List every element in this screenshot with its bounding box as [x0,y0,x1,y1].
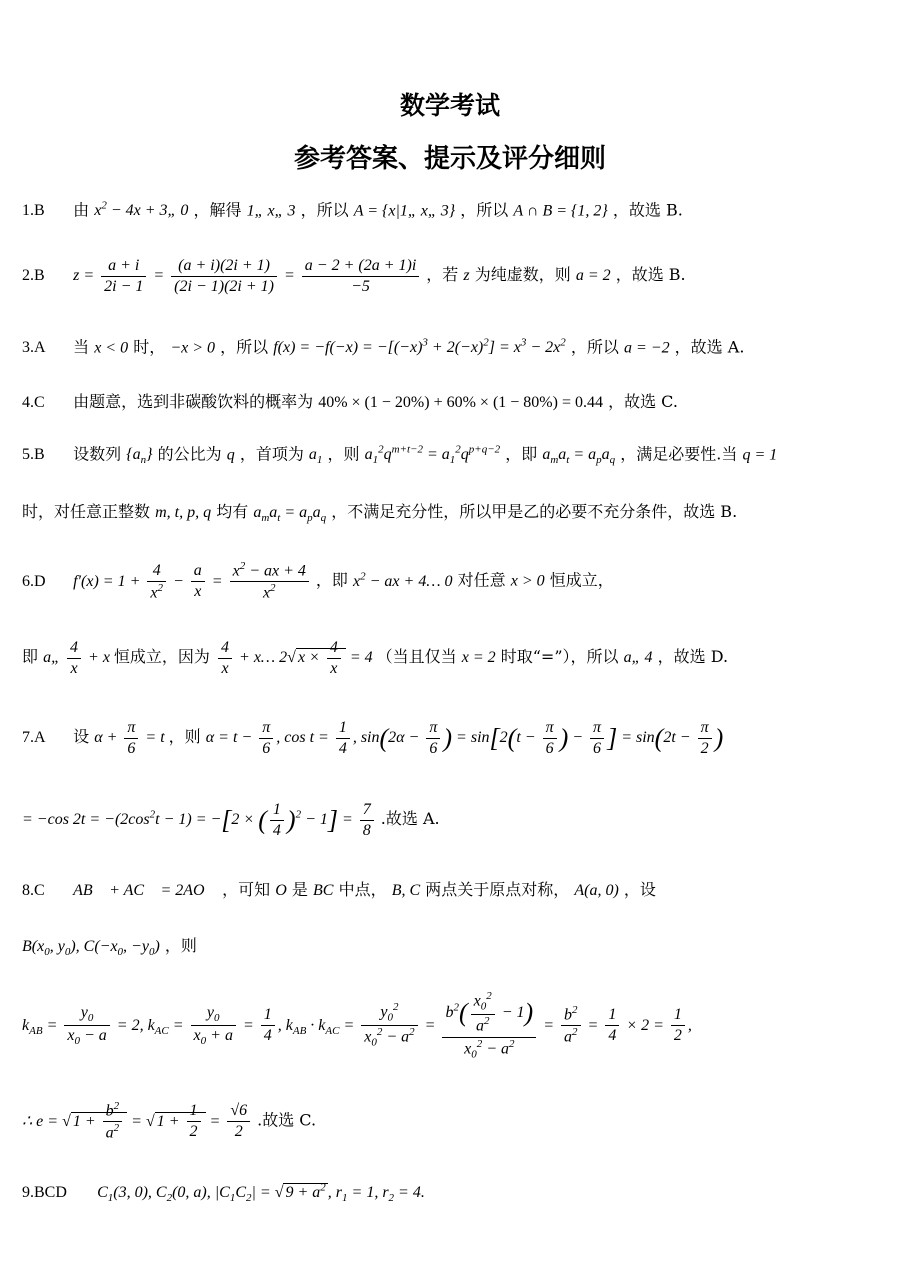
formula: B, C [391,882,421,899]
answer-number: 2.B [22,267,45,285]
text: ，满足必要性.当 [620,444,738,464]
text: 即 [22,647,39,667]
answer-3 [22,337,890,358]
text: 为纯虚数，则 [474,265,571,285]
answer-number: 8.C [22,882,45,899]
text: 当 [73,337,90,357]
text: ，若 [426,265,459,285]
formula: $C_1(3$, 0), $C_2(0$, a), $|C_1C_2|$ = √ $9 + a^2$ , $r_1 = 1$, $r_2 = 4$. [97,1182,425,1205]
formula: a = 2 [575,267,611,285]
answer-8-line-2 [22,936,890,959]
answer-number: 3.A [22,339,46,357]
text: 时， [133,337,166,357]
text: ，则 [327,444,360,464]
formula: $f(x) = -f(-x) = -[(-x)^3 + 2(-x)^2] = x^3 - 2x^2$ [273,337,566,357]
formula: 40% × (1 − 20%) + 60% × (1 − 80%) = 0.44 [318,394,603,411]
answer-1 [22,200,890,221]
text: ，则 [168,727,201,747]
formula: $a_1^2q^{m+t-2} = a_1^2q^{p+q-2}$ [364,444,501,467]
text: 由 [73,200,90,220]
answer-number: 5.B [22,446,45,464]
text: 恒成立， [549,570,614,590]
answer-8-line-3 [22,990,890,1062]
text: .故选 C. [257,1110,317,1130]
formula: f′(x) = 1 + $\frac{4}{x^2}$ − $\frac{a}{x}$ = $\frac{x^2 - ax + 4}{x^2}$ [73,573,316,590]
text: ，故选 D. [657,647,729,667]
formula: $a_ma_t = a_pa_q$ [253,504,327,525]
answer-6-line-1 [22,560,890,604]
answer-8-line-1 [22,880,890,900]
text: ，所以 [460,200,509,220]
formula: α = t − $\frac{\pi}{6}$ , cos t = $\frac{1}{4}$ , sin(2α − $\frac{\pi}{6}$ ) = sin[2(t − $\frac{\pi}{6}$ ) − $\frac{\pi}{6}$ ] = sin(2t − $\frac{\pi}{2}$ ) [205,719,724,757]
formula: z = $\frac{a + i}{2i - 1}$ = $\frac{(a + i)(2i + 1)}{(2i - 1)(2i + 1)}$ = $\frac{a - 2 + (2a + 1)i}{-5}$ [73,267,426,284]
formula: −x > 0 [170,339,216,357]
formula: x = 2 [461,649,496,667]
page-subtitle: 参考答案、提示及评分细则 [293,144,606,174]
text: 的公比为 [157,444,222,464]
formula: O [275,882,287,899]
text: ，所以 [220,337,269,357]
text: ，故选 B. [615,265,686,285]
text: ，故选 C. [608,392,678,411]
answer-5-line-2 [22,502,890,525]
text: 设 [73,727,90,747]
page-title: 数学考试 [399,91,500,120]
formula: = −cos $2t = -(2\cos^2t - 1) = -[2$ × ( $\frac{1}{4}$ )$^2$ − 1] = $\frac{7}{8}$ [22,811,381,828]
formula: q = 1 [742,446,778,464]
text: ，即 [315,570,348,590]
formula: A(a, 0) [574,882,619,899]
text: ，设 [623,880,656,899]
formula: $B(x_0$, $y_0$), $C(-x_0$, $-y_0$) [22,938,160,959]
answer-8-line-4 [22,1100,890,1144]
formula: x < 0 [94,339,129,357]
formula: a„ 4 [623,649,653,667]
formula: $a_ma_t = a_pa_q$ [542,446,616,467]
text: 是 [291,880,308,899]
text: ，则 [164,936,197,955]
text: ，故选 B. [612,200,683,220]
text: .故选 A. [380,809,440,829]
formula: $x^2 - 4x$ + 3„ 0 [94,200,189,220]
text: 时，对任意正整数 [22,502,151,521]
text: 均有 [216,502,249,521]
formula: $k_{AB}$ = $\frac{y_0}{x_0 - a}$ = 2, $k_{AC}$ = $\frac{y_0}{x_0 + a}$ = $\frac{1}{4}$ , $k_{AB} \cdot k_{AC}$ = $\frac{y_0^2}{x_0^2 - a^2}$ = $b^2$( $\frac{x_0^2}{a^2}$ − 1) $x_0^2 - a^2$ = $\frac{b^2}{a^2}$ = $\frac{1}{4}$ × 2 = $\frac{1}{2}$ , [22,990,692,1061]
formula: BC [313,882,334,899]
text: ，所以 [300,200,349,220]
formula: $\frac{4}{x}$ + x… 2√ x × $\frac{4}{x}$ = 4 [215,649,377,666]
formula: AB⃗ + AC⃗ = 2AO⃗ [73,882,218,899]
text: ，首项为 [239,444,304,464]
formula: $a_1$ [308,446,323,467]
formula: $\{a_n\}$ [126,446,153,467]
formula: A ∩ B = {1, 2} [513,202,608,220]
formula: A = {x|1„ x„ 3} [353,202,456,220]
text: 对任意 [457,570,506,590]
answer-2 [22,256,890,297]
formula: 1„ x„ 3 [246,202,296,220]
answer-number: 9.BCD [22,1184,67,1202]
answer-7-line-2 [22,800,890,841]
text: 由题意，选到非碳酸饮料的概率为 [73,392,314,411]
text: ，解得 [193,200,242,220]
answer-7-line-1 [22,718,890,759]
answer-6-line-2 [22,638,890,679]
text: 中点， [338,880,387,899]
formula: $x^2$ − ax + 4… 0 [353,570,453,590]
formula: m, t, p, q [155,504,212,521]
formula: α + $\frac{\pi}{6}$ = t [94,719,169,757]
formula: a„ $\frac{4}{x}$ + x [43,639,114,677]
text: 设数列 [73,444,122,464]
text: 两点关于原点对称， [425,880,570,899]
formula: z [463,267,470,285]
formula: q [226,446,235,464]
answer-5-line-1 [22,444,890,468]
answer-number: 7.A [22,729,46,747]
answer-number: 1.B [22,202,45,220]
answer-number: 6.D [22,572,46,590]
text: 时取“=”），所以 [500,647,619,667]
formula: x > 0 [510,572,545,590]
text: ，即 [505,444,538,464]
text: ，所以 [570,337,619,357]
formula: a = −2 [623,339,670,357]
formula: ∴ e = √ 1 + $\frac{b^2}{a^2}$ = √ 1 + $\frac{1}{2}$ = $\frac{√6}{2}$ [22,1113,257,1130]
text: ，可知 [222,880,271,899]
text: ，不满足充分性，所以甲是乙的必要不充分条件，故选 B. [331,502,738,521]
answer-number: 4.C [22,394,45,411]
text: ，故选 A. [674,337,745,357]
answer-4 [22,392,890,412]
answer-9 [22,1182,890,1206]
text: 恒成立，因为 [113,647,210,667]
text: （当且仅当 [376,647,457,667]
